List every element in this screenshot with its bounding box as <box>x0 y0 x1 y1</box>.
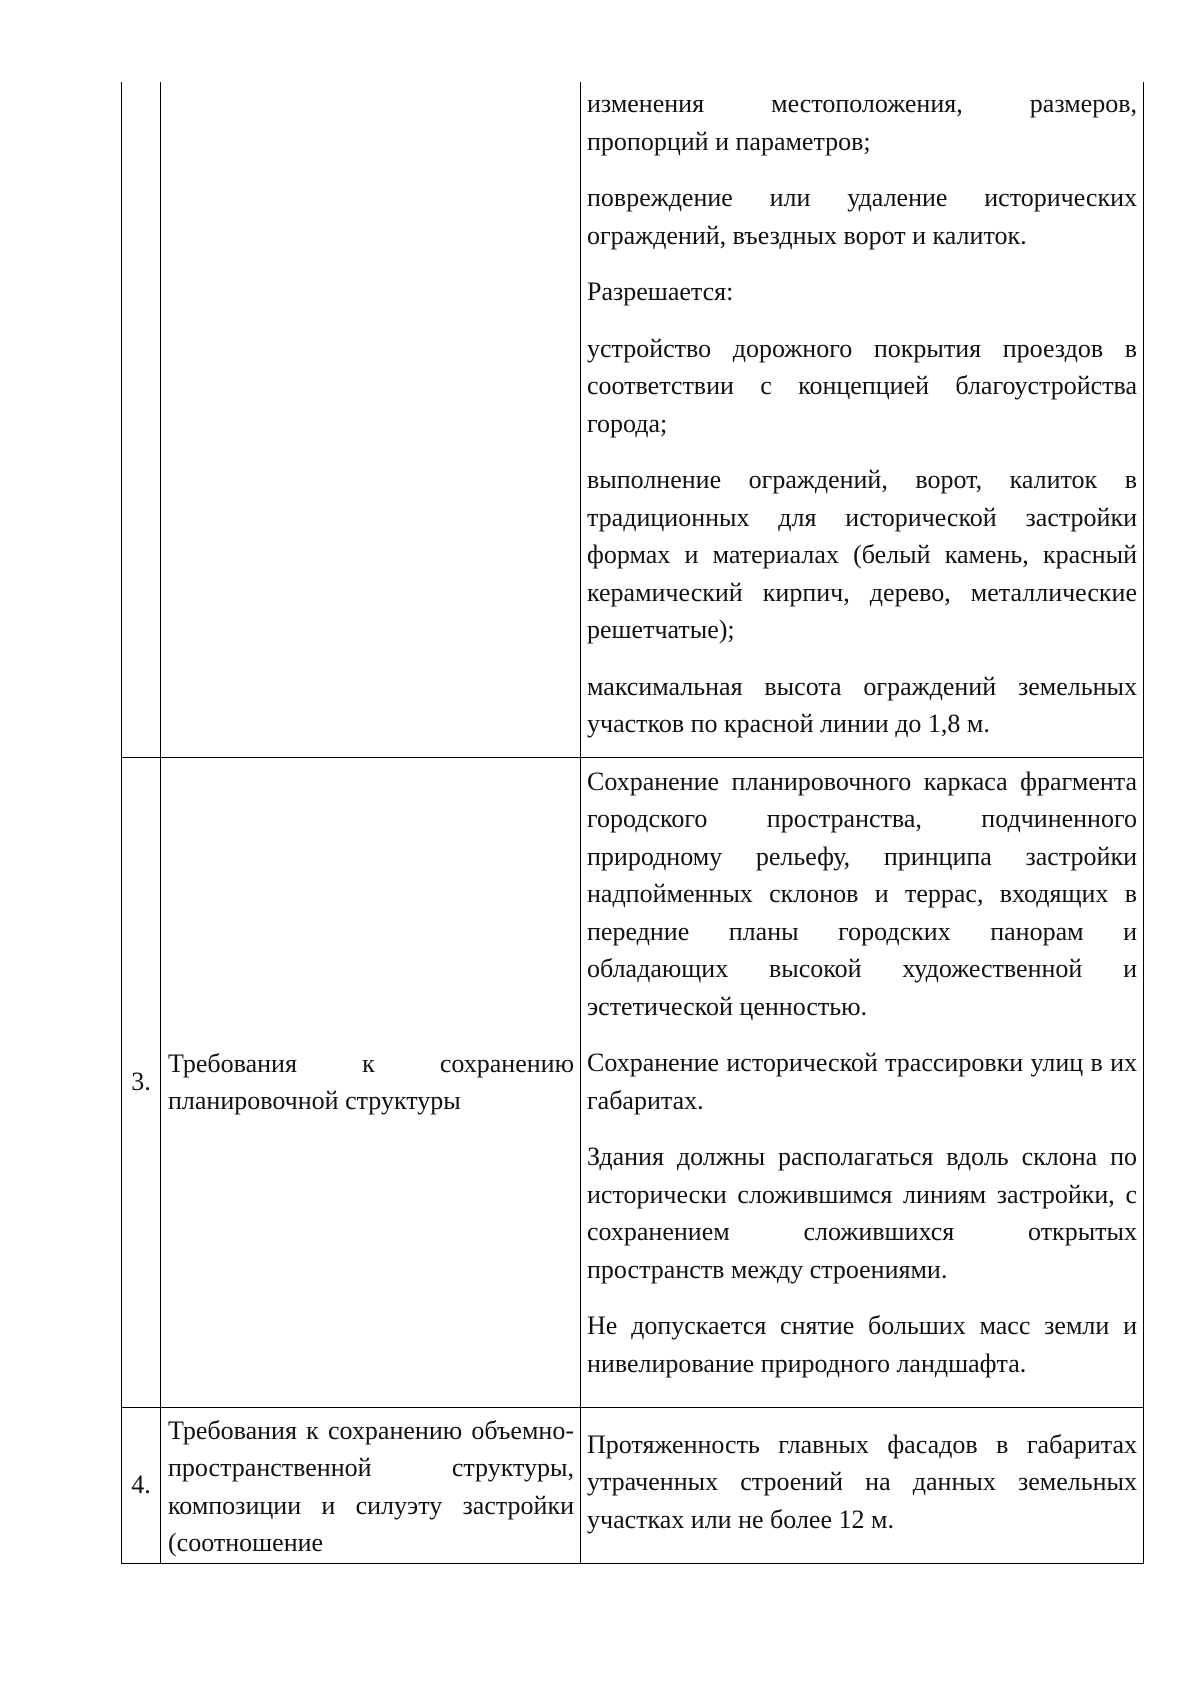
row-number: 3. <box>122 757 161 1407</box>
requirements-cell <box>581 82 1144 757</box>
requirement-paragraph: выполнение ограждений, ворот, калиток в традиционных для исторической застройки формах и материалах (белый камень, красный керамический кирпич, дерево, металлические решетчатые); <box>587 465 1137 644</box>
requirement-paragraph: Сохранение планировочного каркаса фрагмента городского пространства, подчиненного природному рельефу, принципа застройки надпойменных склонов и террас, входящих в передние планы городских панорам и обладающих высокой художественной и эстетической ценностью. <box>587 766 1137 1021</box>
name-cell <box>161 82 581 757</box>
table-row-continued <box>122 82 1144 757</box>
requirement-paragraph: Сохранение исторической трассировки улиц в их габаритах. <box>587 1048 1137 1115</box>
requirement-paragraph: Протяженность главных фасадов в габаритах утраченных строений на данных земельных участках или не более 12 м. <box>587 1429 1137 1534</box>
requirement-paragraph: Не допускается снятие больших масс земли и нивелирование природного ландшафта. <box>587 1311 1137 1378</box>
number-cell <box>122 82 161 757</box>
requirement-title-cell <box>161 757 581 1407</box>
requirement-title-cell <box>161 1407 581 1563</box>
requirements-cell <box>581 757 1144 1407</box>
requirement-paragraph: максимальная высота ограждений земельных участков по красной линии до 1,8 м. <box>587 671 1137 738</box>
requirements-cell <box>581 1407 1144 1563</box>
requirement-title: Требования к сохранению объемно-пространственной структуры, композиции и силуэту застройки (соотношение <box>168 1415 574 1557</box>
row-number: 4. <box>122 1407 161 1563</box>
table-row-4 <box>122 1407 1144 1563</box>
requirement-paragraph: Разрешается: <box>587 277 734 306</box>
requirement-title: Требования к сохранению планировочной структуры <box>168 1048 574 1115</box>
table-row-3 <box>122 757 1144 1407</box>
requirement-paragraph: Здания должны располагаться вдоль склона по исторически сложившимся линиям застройки, с сохранением сложившихся открытых пространств между строениями. <box>587 1142 1137 1284</box>
requirement-paragraph: устройство дорожного покрытия проездов в соответствии с концепцией благоустройства города; <box>587 333 1137 438</box>
requirements-table <box>121 82 1144 1564</box>
requirement-paragraph: повреждение или удаление исторических ограждений, въездных ворот и калиток. <box>587 183 1137 250</box>
requirement-paragraph: изменения местоположения, размеров, пропорций и параметров; <box>587 89 1137 156</box>
